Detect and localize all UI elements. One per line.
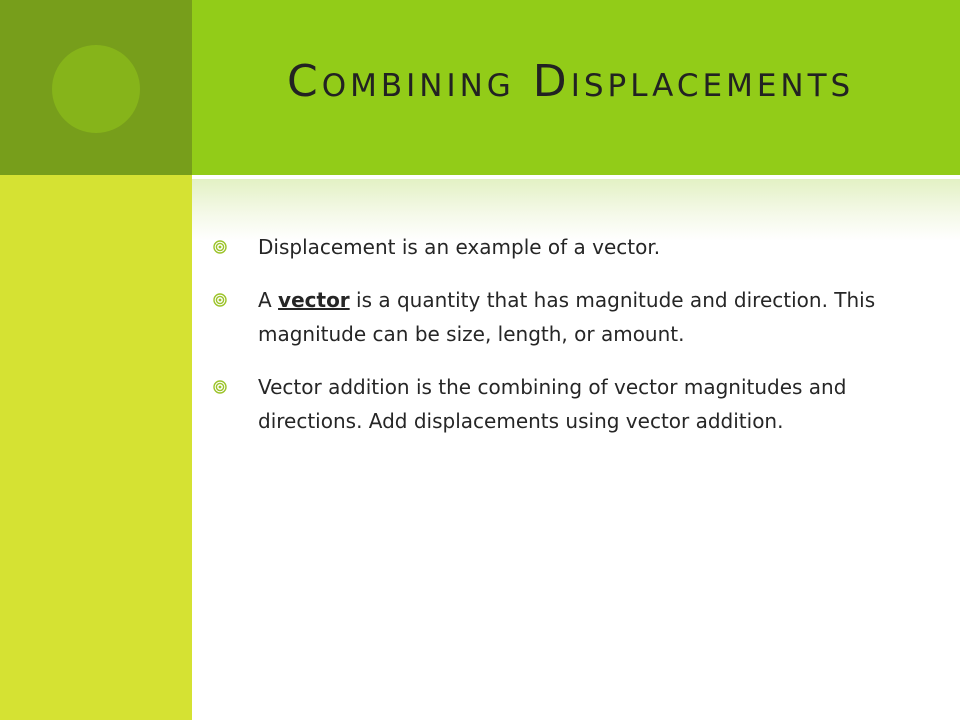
bullet-text-prefix: A (258, 288, 279, 312)
bullseye-icon (213, 293, 227, 307)
bullet-item (213, 230, 933, 264)
bullseye-icon (213, 380, 227, 394)
bullet-text (258, 283, 933, 351)
bullet-item (213, 283, 933, 351)
slide-title: Combining Displacements (287, 56, 855, 107)
bullet-text: Displacement is an example of a vector. (258, 235, 661, 259)
bullet-list (213, 230, 933, 457)
bullet-text: Vector addition is the combining of vector magnitudes and directions. Add displacements using vector addition. (258, 375, 847, 433)
bullet-item (213, 370, 933, 438)
corner-block (0, 0, 192, 175)
bullseye-icon (213, 240, 227, 254)
term-vector: vector (278, 288, 350, 312)
decorative-circle (52, 45, 140, 133)
side-panel (0, 175, 192, 720)
bullet-text-suffix: is a quantity that has magnitude and direction. This magnitude can be size, length, or amount. (258, 288, 876, 346)
